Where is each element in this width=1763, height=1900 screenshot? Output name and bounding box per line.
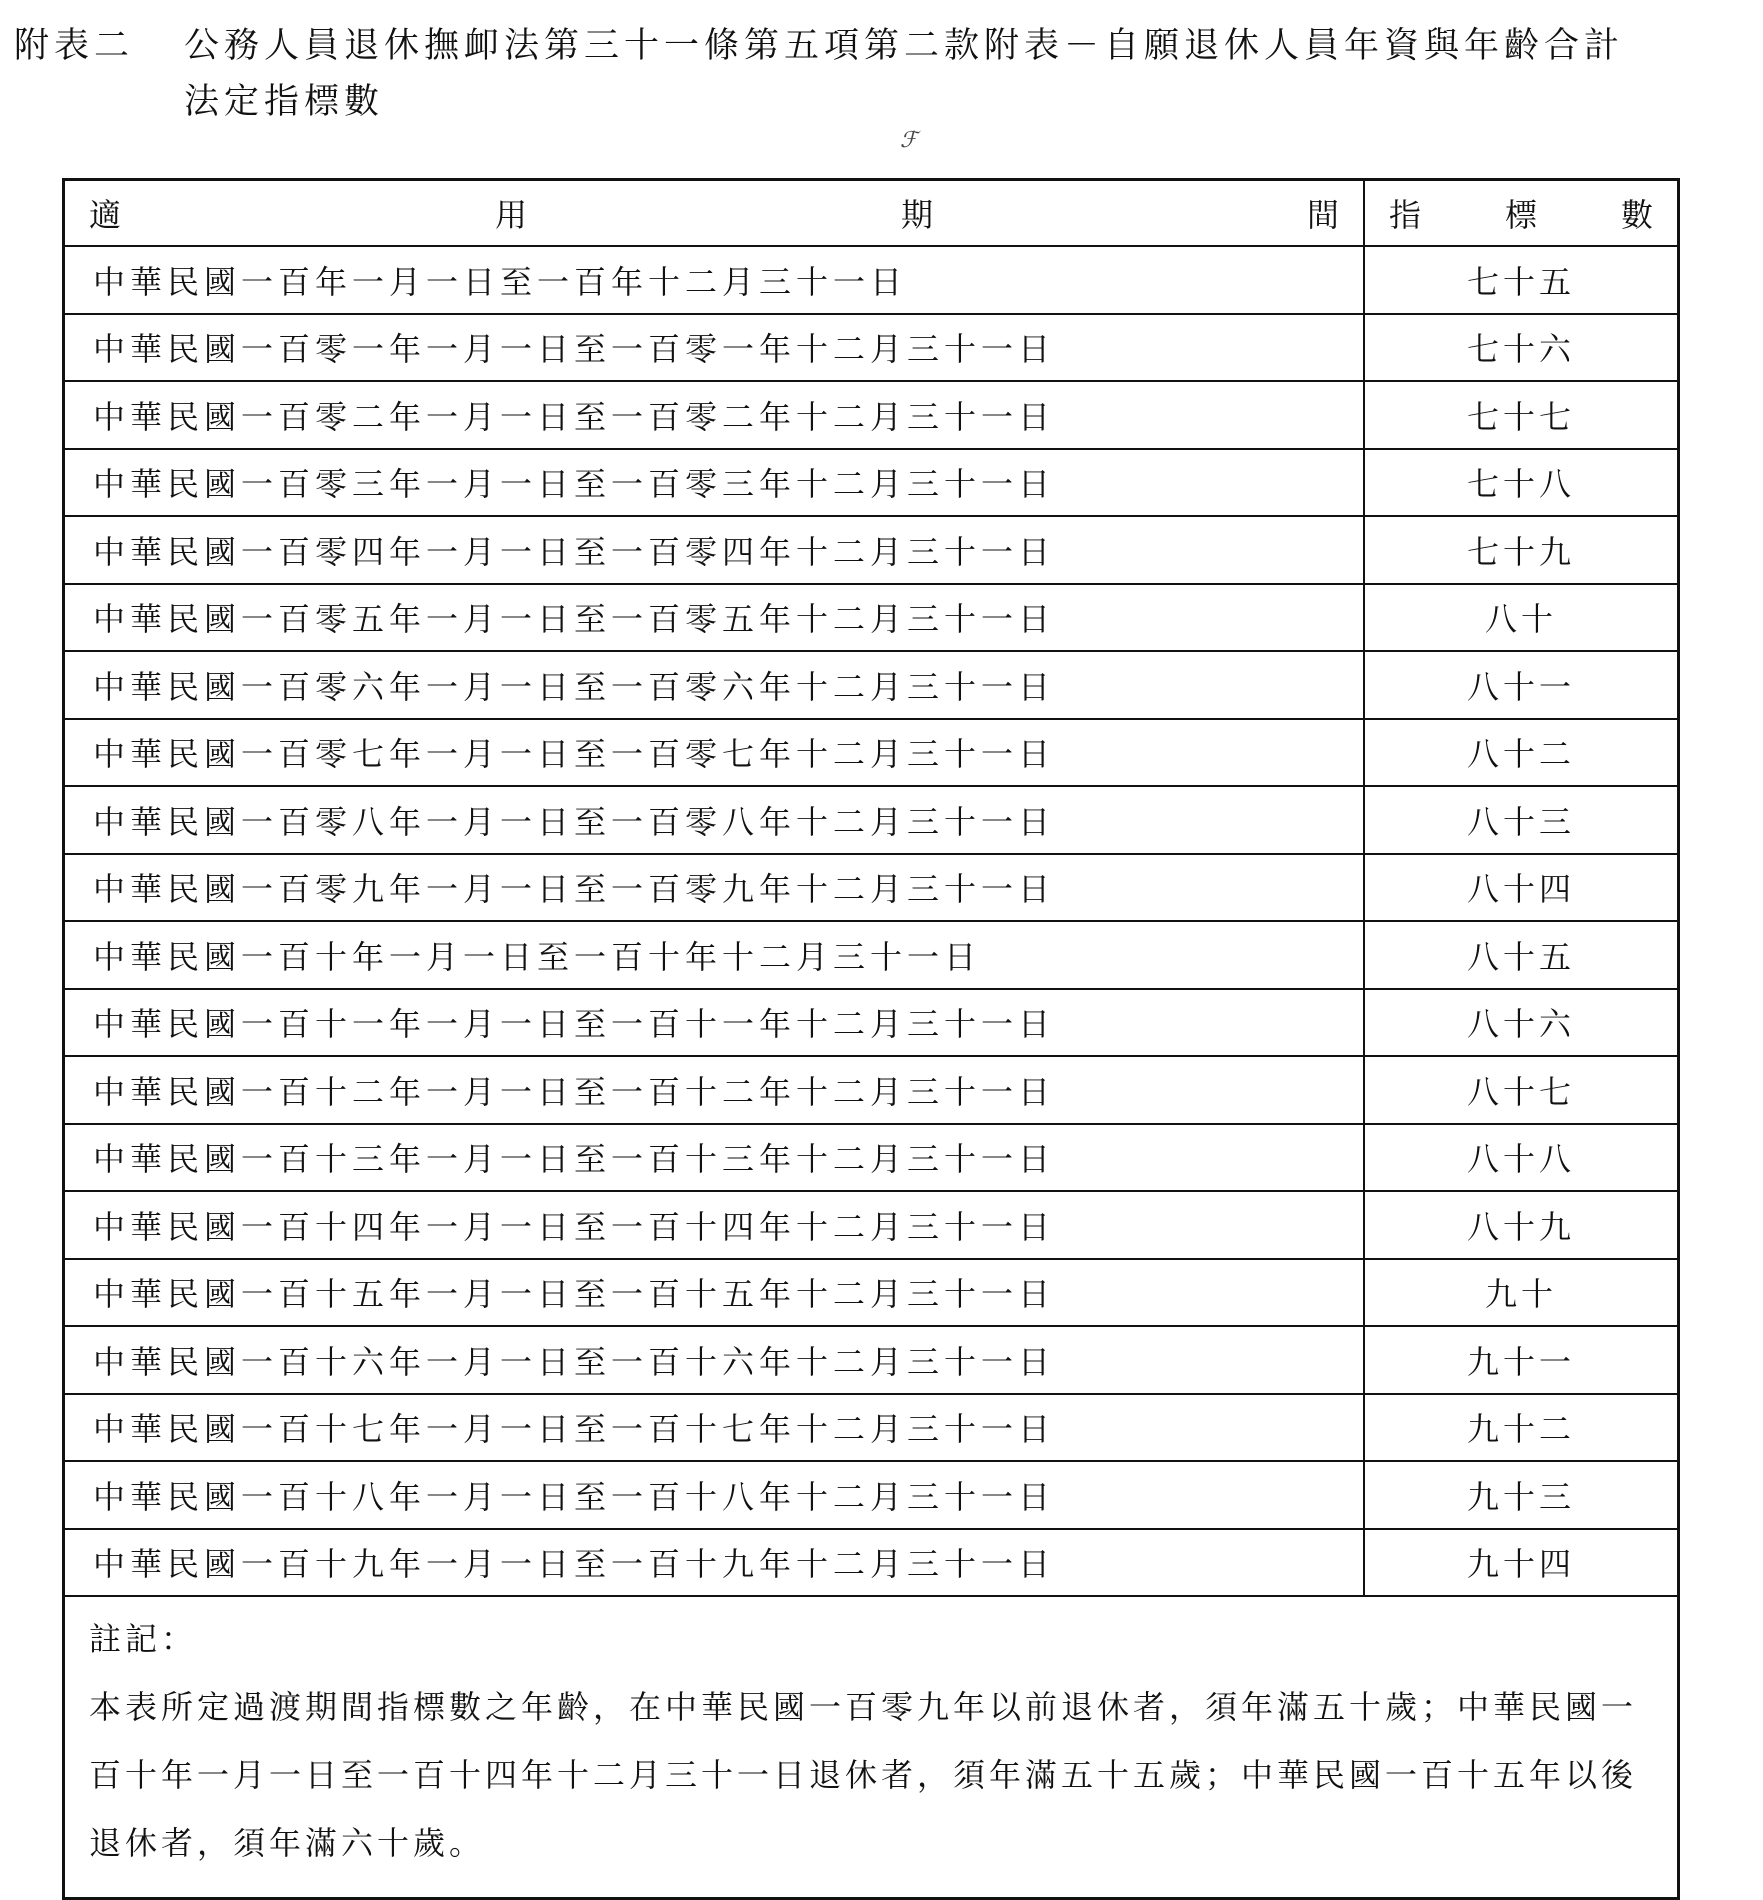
period-cell: 中華民國一百十三年一月一日至一百十三年十二月三十一日 bbox=[65, 1125, 1365, 1191]
table-row bbox=[65, 517, 1677, 585]
period-cell: 中華民國一百零二年一月一日至一百零二年十二月三十一日 bbox=[65, 382, 1365, 448]
table-row bbox=[65, 1192, 1677, 1260]
title-prefix: 附表二 bbox=[14, 26, 135, 66]
header-index-char: 指 bbox=[1389, 196, 1422, 234]
table-row bbox=[65, 1057, 1677, 1125]
table-row bbox=[65, 1462, 1677, 1530]
index-cell: 八十二 bbox=[1466, 735, 1575, 774]
index-cell: 七十五 bbox=[1466, 262, 1575, 301]
table-row bbox=[65, 922, 1677, 990]
indicator-table bbox=[62, 178, 1680, 1900]
period-cell: 中華民國一百零九年一月一日至一百零九年十二月三十一日 bbox=[65, 855, 1365, 921]
notes-label: 註記： bbox=[89, 1620, 198, 1658]
period-cell: 中華民國一百零三年一月一日至一百零三年十二月三十一日 bbox=[65, 450, 1365, 516]
period-cell: 中華民國一百十九年一月一日至一百十九年十二月三十一日 bbox=[65, 1530, 1365, 1596]
table-row bbox=[65, 1125, 1677, 1193]
table-row bbox=[65, 720, 1677, 788]
title-line-2: 法定指標數 bbox=[184, 82, 385, 122]
period-cell: 中華民國一百十一年一月一日至一百十一年十二月三十一日 bbox=[65, 990, 1365, 1056]
header-index bbox=[1365, 181, 1677, 245]
header-period-char: 適 bbox=[89, 196, 122, 234]
period-cell: 中華民國一百十年一月一日至一百十年十二月三十一日 bbox=[65, 922, 1365, 988]
table-row bbox=[65, 1260, 1677, 1328]
scan-mark-glyph: ℱ bbox=[900, 128, 918, 153]
index-cell: 七十七 bbox=[1466, 397, 1575, 436]
period-cell: 中華民國一百零一年一月一日至一百零一年十二月三十一日 bbox=[65, 315, 1365, 381]
table-header-row bbox=[65, 181, 1677, 247]
table-row bbox=[65, 315, 1677, 383]
index-cell: 八十 bbox=[1484, 600, 1557, 639]
header-period-char: 間 bbox=[1306, 196, 1339, 234]
period-cell: 中華民國一百年一月一日至一百年十二月三十一日 bbox=[65, 247, 1365, 313]
period-cell: 中華民國一百十七年一月一日至一百十七年十二月三十一日 bbox=[65, 1395, 1365, 1461]
notes-section bbox=[65, 1597, 1677, 1897]
index-cell: 九十 bbox=[1484, 1275, 1557, 1314]
table-row bbox=[65, 382, 1677, 450]
index-cell: 九十二 bbox=[1466, 1410, 1575, 1449]
document-title bbox=[14, 18, 1754, 130]
table-row bbox=[65, 247, 1677, 315]
title-line-1 bbox=[14, 18, 1754, 74]
index-cell: 八十六 bbox=[1466, 1005, 1575, 1044]
index-cell: 七十六 bbox=[1466, 330, 1575, 369]
index-cell: 八十七 bbox=[1466, 1072, 1575, 1111]
header-period-char: 期 bbox=[900, 196, 933, 234]
table-row bbox=[65, 585, 1677, 653]
period-cell: 中華民國一百零六年一月一日至一百零六年十二月三十一日 bbox=[65, 652, 1365, 718]
header-period bbox=[65, 181, 1365, 245]
table-row bbox=[65, 450, 1677, 518]
period-cell: 中華民國一百零五年一月一日至一百零五年十二月三十一日 bbox=[65, 585, 1365, 651]
table-row bbox=[65, 787, 1677, 855]
header-index-char: 數 bbox=[1620, 196, 1653, 234]
index-cell: 九十四 bbox=[1466, 1545, 1575, 1584]
table-row bbox=[65, 1327, 1677, 1395]
index-cell: 八十八 bbox=[1466, 1140, 1575, 1179]
index-cell: 九十三 bbox=[1466, 1477, 1575, 1516]
period-cell: 中華民國一百十八年一月一日至一百十八年十二月三十一日 bbox=[65, 1462, 1365, 1528]
table-row bbox=[65, 855, 1677, 923]
index-cell: 八十四 bbox=[1466, 870, 1575, 909]
index-cell: 七十八 bbox=[1466, 465, 1575, 504]
period-cell: 中華民國一百十六年一月一日至一百十六年十二月三十一日 bbox=[65, 1327, 1365, 1393]
period-cell: 中華民國一百零七年一月一日至一百零七年十二月三十一日 bbox=[65, 720, 1365, 786]
index-cell: 八十三 bbox=[1466, 802, 1575, 841]
table-row bbox=[65, 1530, 1677, 1598]
period-cell: 中華民國一百十四年一月一日至一百十四年十二月三十一日 bbox=[65, 1192, 1365, 1258]
index-cell: 八十九 bbox=[1466, 1207, 1575, 1246]
table-row bbox=[65, 990, 1677, 1058]
index-cell: 七十九 bbox=[1466, 532, 1575, 571]
table-row bbox=[65, 1395, 1677, 1463]
header-period-char: 用 bbox=[494, 196, 527, 234]
index-cell: 九十一 bbox=[1466, 1342, 1575, 1381]
period-cell: 中華民國一百零四年一月一日至一百零四年十二月三十一日 bbox=[65, 517, 1365, 583]
index-cell: 八十五 bbox=[1466, 937, 1575, 976]
notes-body: 本表所定過渡期間指標數之年齡，在中華民國一百零九年以前退休者，須年滿五十歲；中華民國一百十年一月一日至一百十四年十二月三十一日退休者，須年滿五十五歲；中華民國一百十五年以後退休者，須年滿六十歲。 bbox=[89, 1688, 1638, 1862]
index-cell: 八十一 bbox=[1466, 667, 1575, 706]
table-row bbox=[65, 652, 1677, 720]
period-cell: 中華民國一百零八年一月一日至一百零八年十二月三十一日 bbox=[65, 787, 1365, 853]
period-cell: 中華民國一百十二年一月一日至一百十二年十二月三十一日 bbox=[65, 1057, 1365, 1123]
header-index-char: 標 bbox=[1504, 196, 1537, 234]
period-cell: 中華民國一百十五年一月一日至一百十五年十二月三十一日 bbox=[65, 1260, 1365, 1326]
title-main: 公務人員退休撫卹法第三十一條第五項第二款附表－自願退休人員年資與年齡合計 bbox=[184, 26, 1625, 66]
